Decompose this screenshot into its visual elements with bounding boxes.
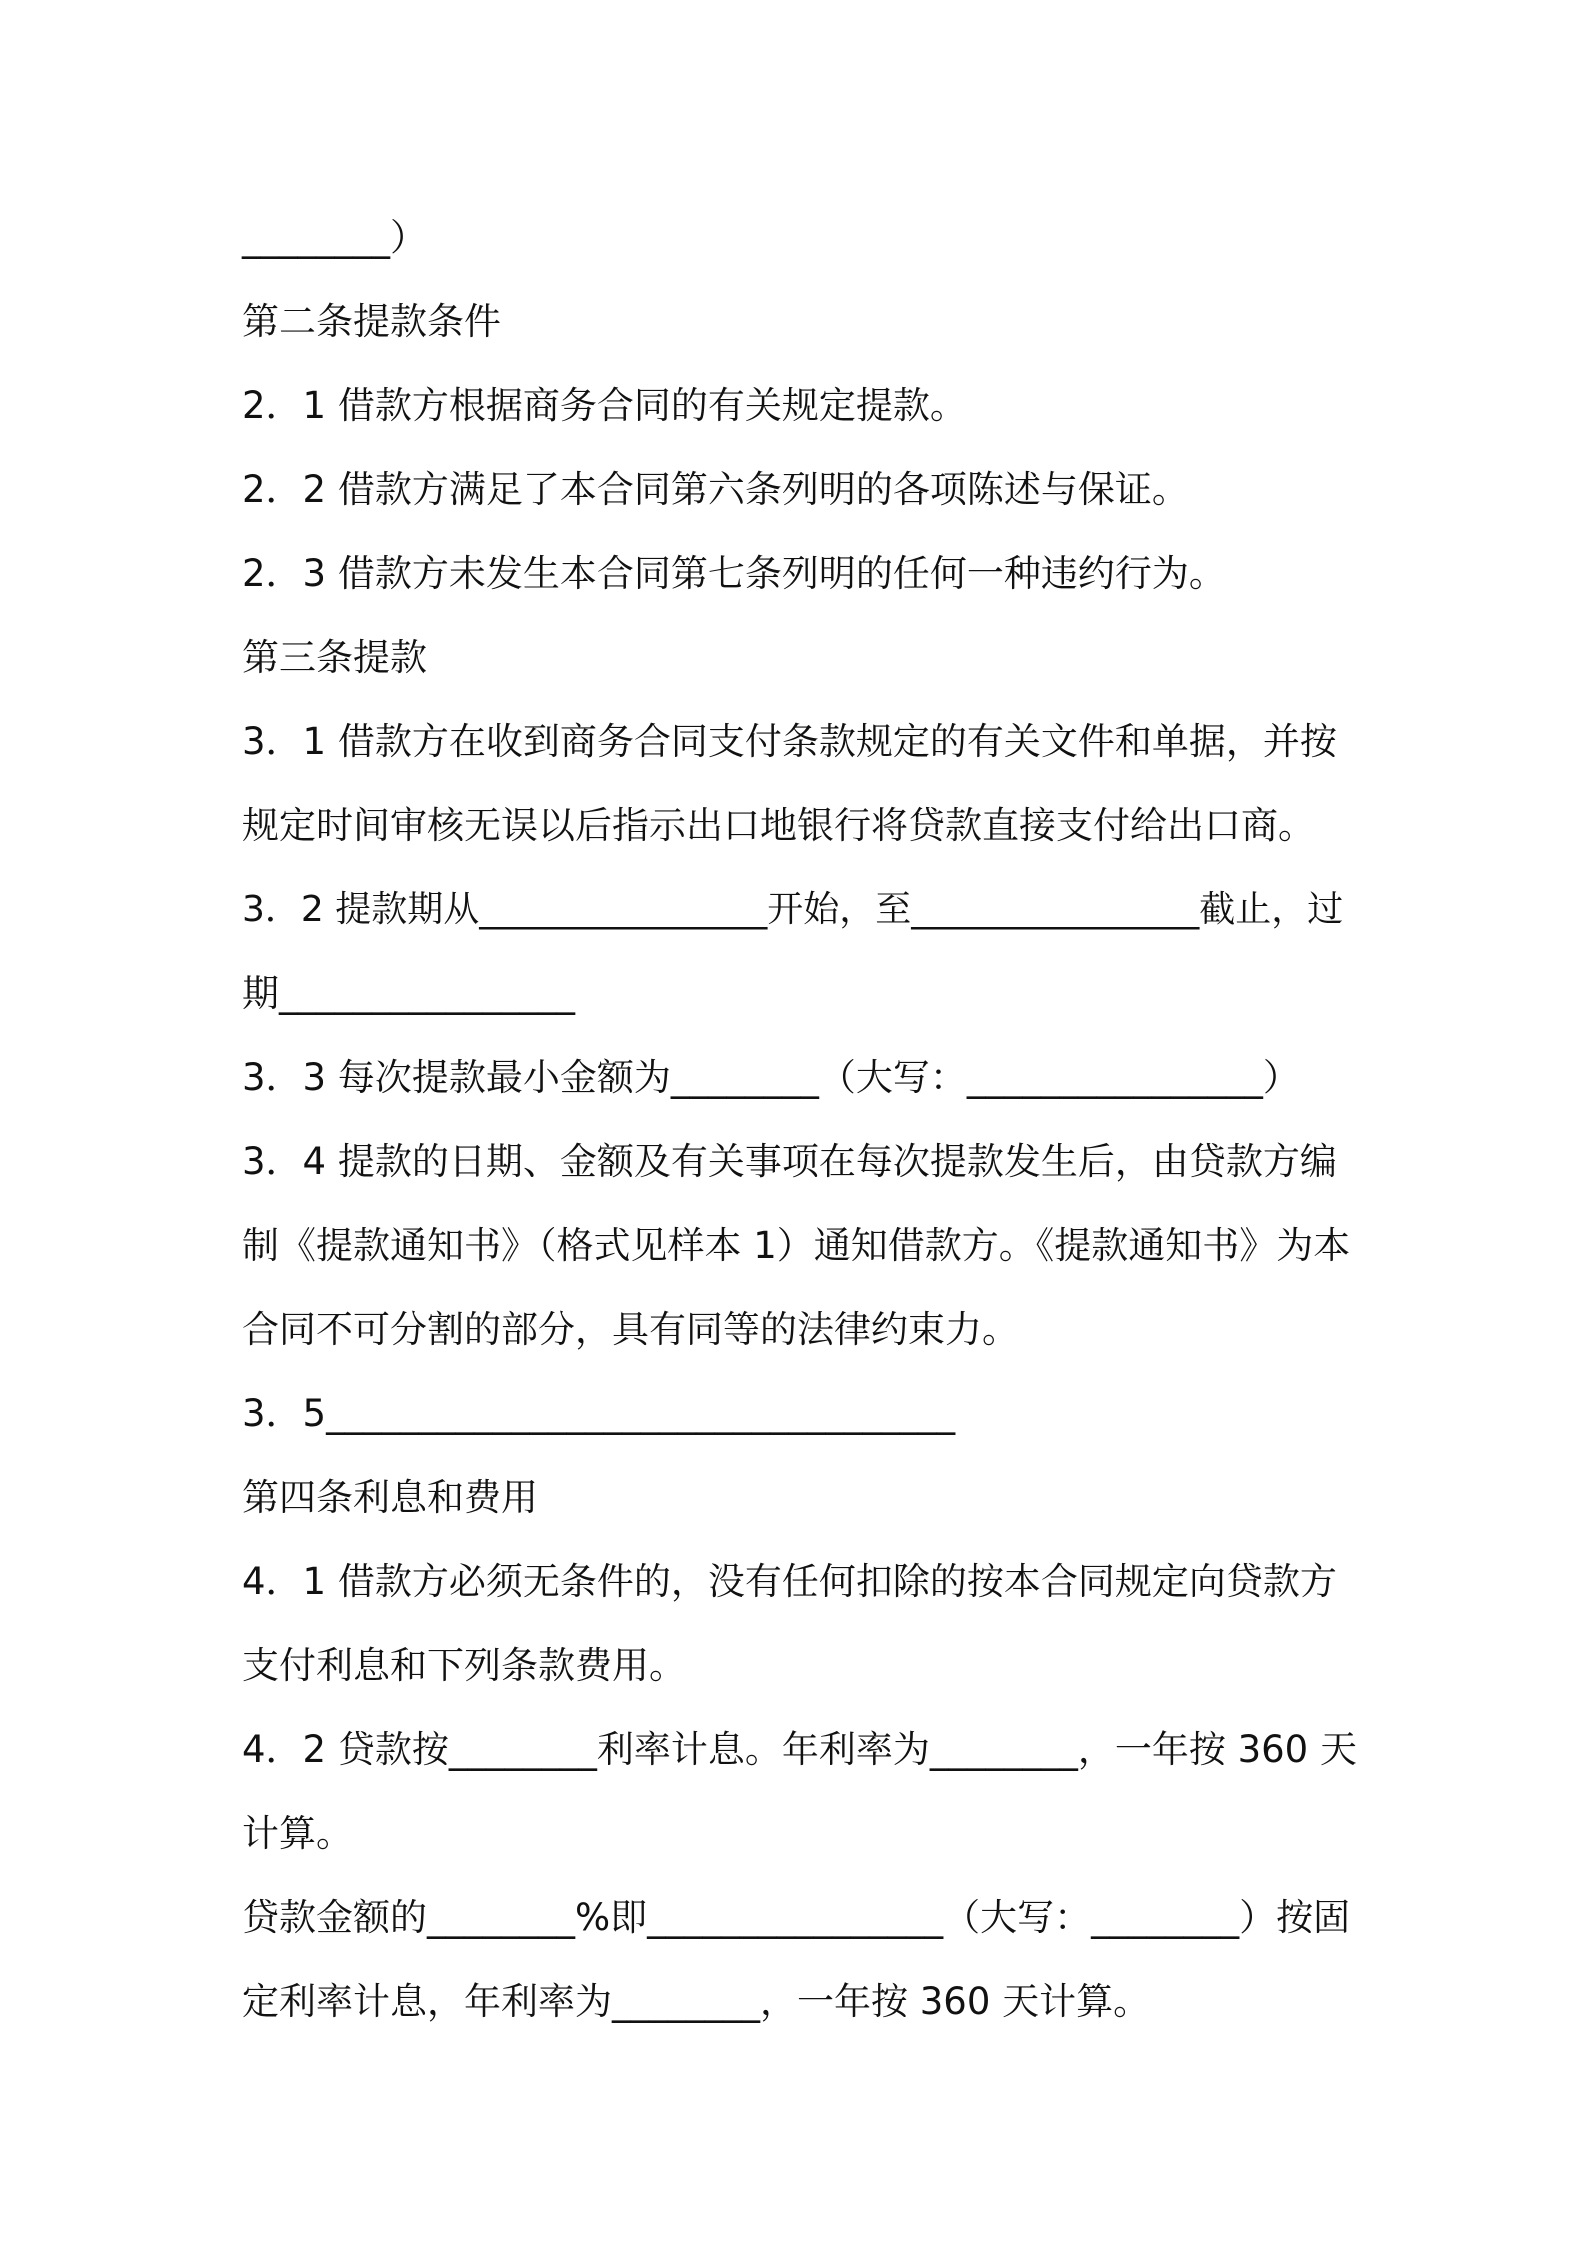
clause-3-3: 3．3 每次提款最小金额为________（大写：________________） <box>242 1056 1300 1099</box>
clause-2-1: 2．1 借款方根据商务合同的有关规定提款。 <box>242 384 967 427</box>
clause-3-4-line-1: 3．4 提款的日期、金额及有关事项在每次提款发生后，由贷款方编 <box>242 1140 1337 1183</box>
clause-3-5: 3．5__________________________________ <box>242 1392 956 1435</box>
clause-2-3: 2．3 借款方未发生本合同第七条列明的任何一种违约行为。 <box>242 552 1226 595</box>
clause-3-2-line-2: 期________________ <box>242 972 575 1015</box>
clause-3-2-line-1: 3．2 提款期从________________开始，至________________截止，过 <box>242 889 1344 930</box>
heading-article-4: 第四条利息和费用 <box>242 1476 538 1519</box>
clause-3-4-line-3: 合同不可分割的部分，具有同等的法律约束力。 <box>242 1308 1019 1351</box>
clause-4-2-line-1: 4．2 贷款按________利率计息。年利率为________，一年按 360 天 <box>242 1728 1357 1771</box>
heading-article-2: 第二条提款条件 <box>242 300 501 343</box>
clause-3-1-line-2: 规定时间审核无误以后指示出口地银行将贷款直接支付给出口商。 <box>242 804 1315 847</box>
contract-body <box>242 196 1362 2044</box>
clause-4-1-line-2: 支付利息和下列条款费用。 <box>242 1644 686 1687</box>
clause-4-1-line-1: 4．1 借款方必须无条件的，没有任何扣除的按本合同规定向贷款方 <box>242 1560 1337 1603</box>
clause-3-4-line-2: 制《提款通知书》（格式见样本 1）通知借款方。《提款通知书》为本 <box>242 1224 1351 1267</box>
fixed-rate-line-1: 贷款金额的________%即________________（大写：________）按固 <box>242 1896 1351 1939</box>
clause-2-2: 2．2 借款方满足了本合同第六条列明的各项陈述与保证。 <box>242 468 1189 511</box>
clause-3-1-line-1: 3．1 借款方在收到商务合同支付条款规定的有关文件和单据，并按 <box>242 720 1337 763</box>
line-blank-closing: ________） <box>242 216 427 259</box>
fixed-rate-line-2: 定利率计息，年利率为________，一年按 360 天计算。 <box>242 1980 1151 2023</box>
heading-article-3: 第三条提款 <box>242 636 427 679</box>
clause-4-2-line-2: 计算。 <box>242 1812 353 1855</box>
